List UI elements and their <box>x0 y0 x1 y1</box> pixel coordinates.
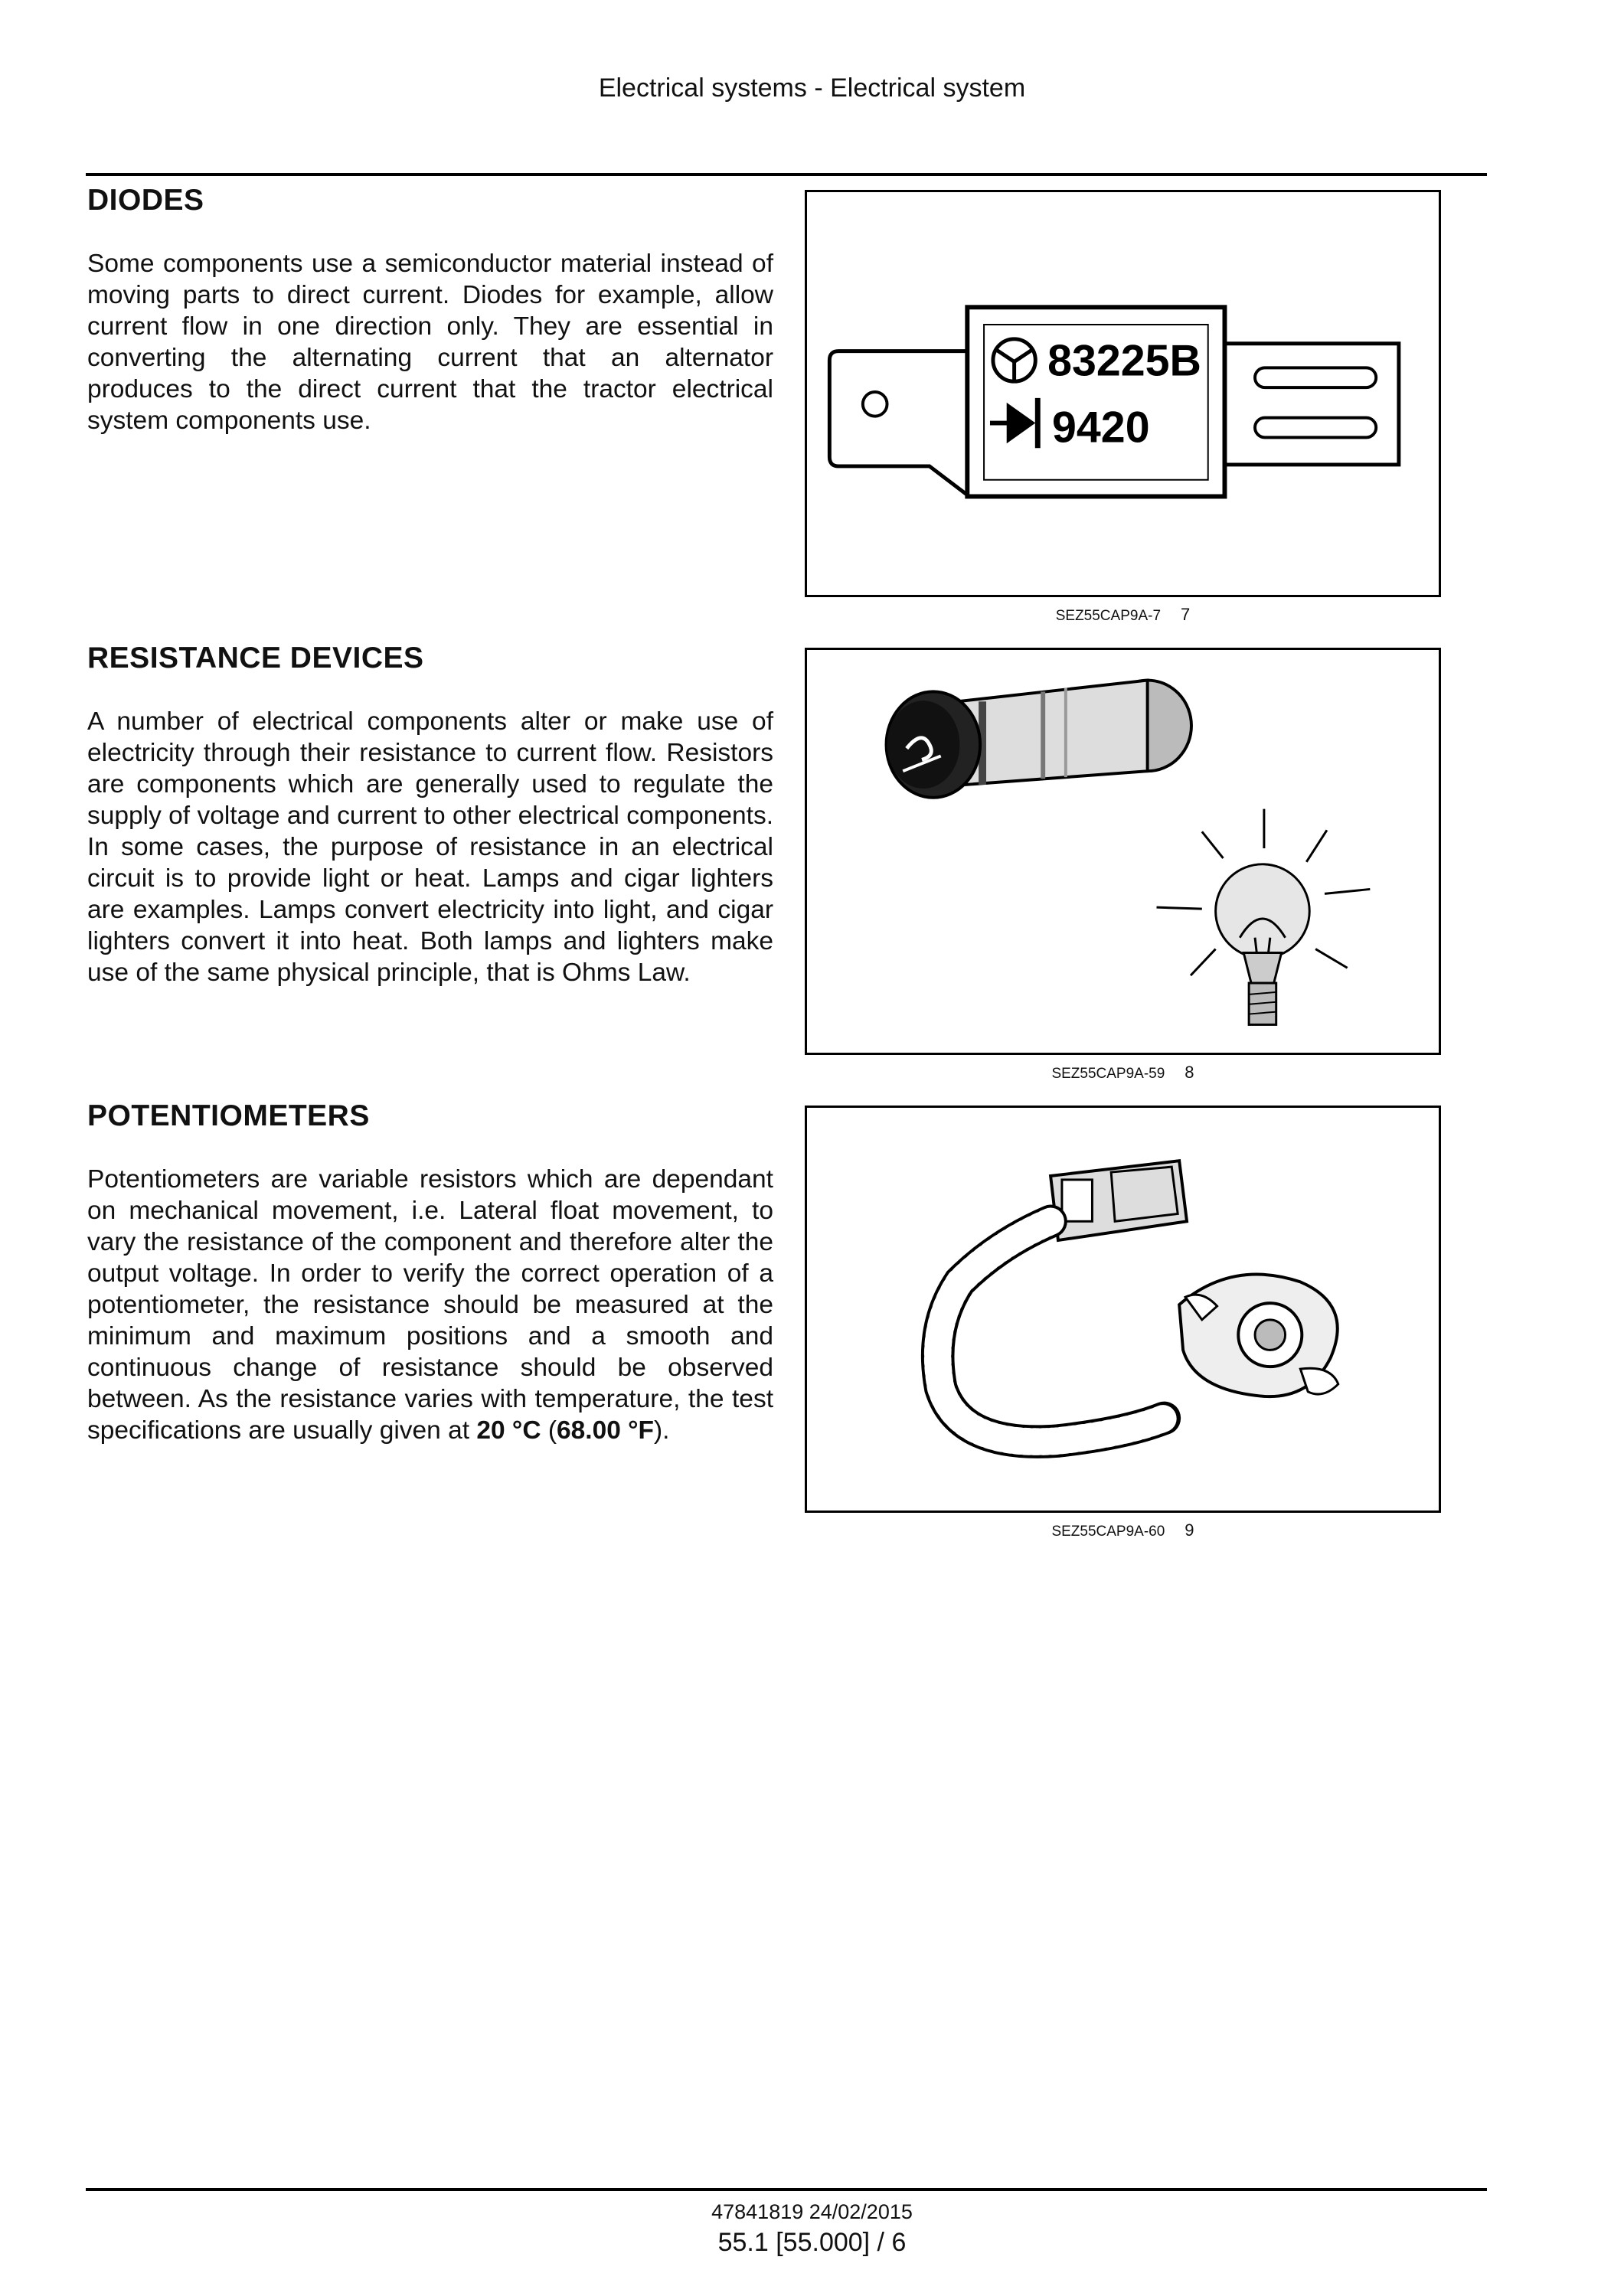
page-header: Electrical systems - Electrical system <box>598 73 1026 103</box>
figure-resistance <box>805 648 1441 1055</box>
figure-caption-9 <box>805 1520 1441 1540</box>
cigar-lighter-icon <box>887 681 1191 798</box>
section-title-potentiometers: POTENTIOMETERS <box>87 1099 370 1132</box>
body-text: ). <box>654 1416 670 1445</box>
figure-code: SEZ55CAP9A-7 <box>1055 608 1162 624</box>
figure-diode <box>805 190 1441 597</box>
header-divider <box>86 173 1487 176</box>
footer-divider <box>86 2188 1487 2191</box>
figure-code: SEZ55CAP9A-59 <box>1051 1066 1165 1082</box>
figure-number: 7 <box>1181 605 1191 624</box>
figure-code: SEZ55CAP9A-60 <box>1051 1524 1165 1540</box>
section-title-diodes: DIODES <box>87 184 204 217</box>
diode-right-tab <box>1224 344 1398 465</box>
section-title-resistance: RESISTANCE DEVICES <box>87 642 424 674</box>
potentiometer-icon <box>938 1161 1338 1442</box>
mounting-hole-icon <box>863 392 887 416</box>
figure-caption-7 <box>805 605 1441 625</box>
diode-label-top: 83225B <box>1047 336 1201 386</box>
section-body-potentiometers <box>87 1164 773 1446</box>
footer-doc-ref: 47841819 24/02/2015 <box>711 2200 913 2223</box>
diode-label-bottom: 9420 <box>1052 403 1150 452</box>
figure-number: 9 <box>1185 1520 1194 1540</box>
body-text: ( <box>541 1416 557 1445</box>
diode-left-tab <box>829 351 967 495</box>
footer-page-number: 55.1 [55.000] / 6 <box>717 2228 907 2257</box>
temperature-fahrenheit: 68.00 °F <box>557 1416 654 1445</box>
figure-potentiometer <box>805 1106 1441 1513</box>
section-body-diodes: Some components use a semiconductor material instead of moving parts to direct current. Diodes for example, allow current flow in one direction only. They are essential in converting the alternating current that an alternator produces to the direct current that the tractor electrical system components use. <box>87 250 773 435</box>
figure-caption-8 <box>805 1063 1441 1083</box>
body-text: Potentiometers are variable resistors which are dependant on mechanical movement, i.e. Lateral float movement, to vary the resistance of the component and therefore alter the output voltage. In order to verify the correct operation of a potentiometer, the resistance should be measured at the minimum and maximum positions and a smooth and continuous change of resistance should be observed between. As the resistance varies with temperature, the test specifications are usually given at <box>87 1165 773 1445</box>
temperature-celsius: 20 °C <box>476 1416 541 1445</box>
figure-number: 8 <box>1185 1063 1194 1082</box>
section-body-resistance: A number of electrical components alter or make use of electricity through their resistance to current flow. Resistors are components which are generally used to regulate the supply of voltage and current to other electrical components. In some cases, the purpose of resistance in an electrical circuit is to provide light or heat. Lamps and cigar lighters are examples. Lamps convert electricity into light, and cigar lighters convert it into heat. Both lamps and lighters make use of the same physical principle, that is Ohms Law. <box>87 707 773 987</box>
lamp-bulb-icon <box>1216 864 1310 1025</box>
